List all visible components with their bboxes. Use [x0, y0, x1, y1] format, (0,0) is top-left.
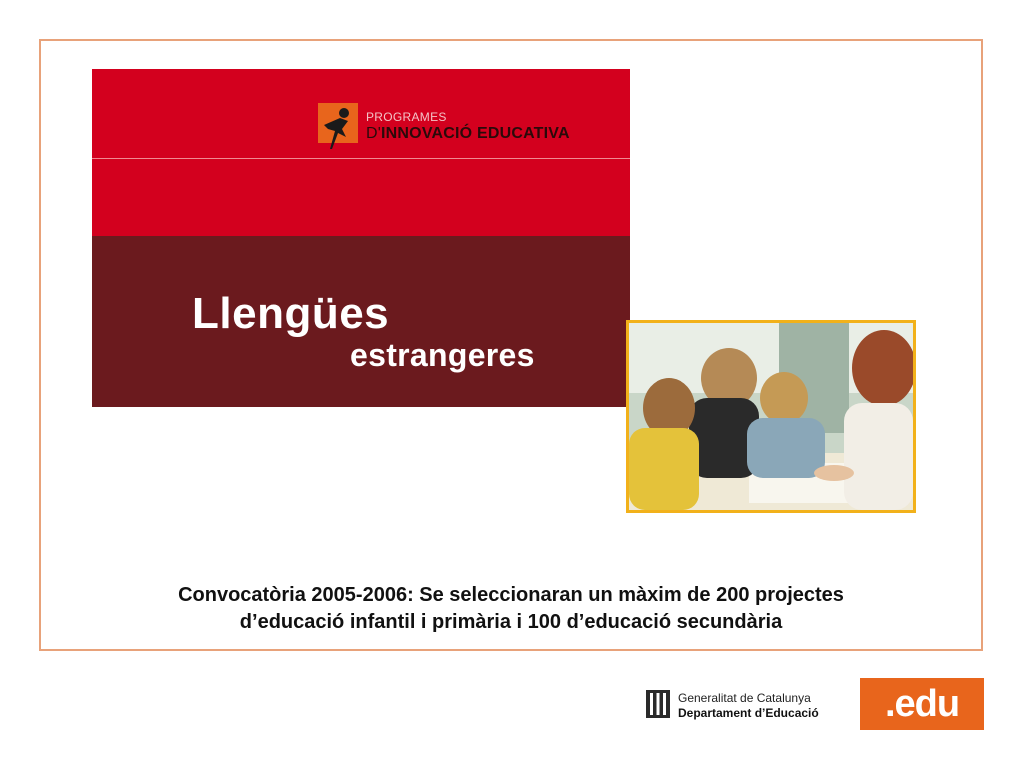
program-label-big [366, 125, 570, 143]
program-prefix: D' [366, 125, 382, 142]
banner-divider [92, 158, 630, 159]
classroom-photo [626, 320, 916, 513]
department-name: Departament d’Educació [678, 706, 819, 720]
caption [44, 582, 978, 636]
gencat-name: Generalitat de Catalunya [678, 691, 811, 705]
banner-subtitle: estrangeres [350, 337, 535, 373]
program-banner [92, 69, 630, 407]
program-name: INNOVACIÓ EDUCATIVA [381, 125, 570, 142]
classroom-photo-illustration [629, 323, 913, 510]
banner-title: Llengües [192, 289, 390, 338]
program-logo-icon [318, 103, 358, 151]
gencat-emblem-icon [646, 690, 670, 718]
caption-line-1: Convocatòria 2005-2006: Se seleccionaran un màxim de 200 projectes [178, 584, 844, 606]
program-label-small: PROGRAMES [366, 110, 447, 124]
gencat-logo [646, 688, 846, 722]
caption-line-2: d’educació infantil i primària i 100 d’educació secundària [239, 611, 783, 633]
edu-logo: .edu [860, 678, 984, 730]
banner-top [92, 69, 630, 236]
